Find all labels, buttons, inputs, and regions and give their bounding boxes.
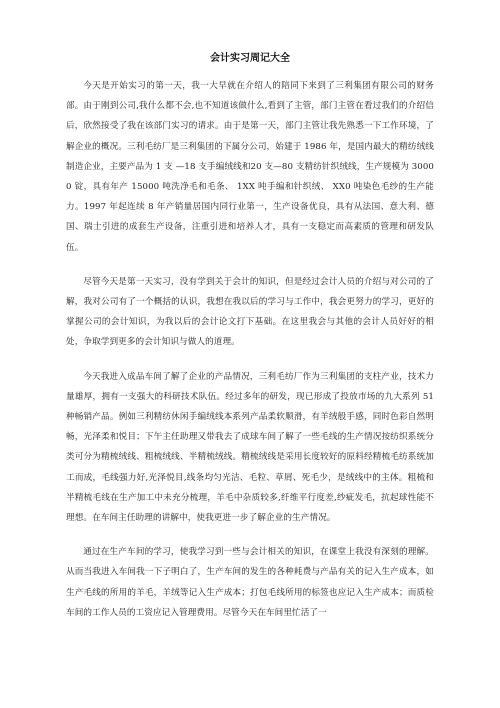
document-title: 会计实习周记大全 — [210, 53, 290, 64]
paragraph-4: 通过在生产车间的学习，使我学习到一些与会计相关的知识，在课堂上我没有深刻的理解。从而当我进入车间我一下子明白了，生产车间的发生的各种耗费与产品有关的记入生产成本，如生产毛线的所用的羊毛，羊绒等记入生产成本；打包毛线所用的标签也应记入生产成本；而质检车间的工作人员的工资应记入管理费用。尽管今天在车间里忙活了一 — [66, 547, 434, 618]
paragraph-1: 今天是开始实习的第一天，我一大早就在介绍人的陪同下来到了三利集团有限公司的财务部。由于刚到公司,我什么都不会,也不知道该做什么,看到了主管，部门主管在看过我们的介绍信后，欣然接受了我在该部门实习的请求。由于是第一天，部门主管让我先熟悉一下工作环境，了解企业的概况。三利毛纺厂是三利集团的下属分公司，始建于 1986 年，是国内最大的精纺绒线制造企业，主要产品为 1 支 —18 支手编绒线和20 支—80 支精纺针织绒线，生产规模为 30000 锭，具有年产 15000 吨洗净毛和毛条、 1XX 吨手编和针织绒、 XX0 吨染色毛纱的生产能力。1997 年起连续 8 年产销量居国内同行业第一，生产设备优良，具有从法国、意大利、德国、瑞士引进的成套生产设备，注重引进和培养人才，具有一支稳定而高素质的管理和研发队伍。 — [66, 81, 434, 253]
paragraph-2: 尽管今天是第一天实习，没有学到关于会计的知识，但是经过会计人员的介绍与对公司的了解，我对公司有了一个概括的认识，我想在我以后的学习与工作中，我会更努力的学习，更好的掌握公司的会计知识，为我以后的会计论文打下基础。在这里我会与其他的会计人员好好的相处，争取学到更多的会计知识与做人的道理。 — [66, 276, 434, 348]
paragraph-3: 今天我进入成品车间了解了企业的产品情况，三利毛纺厂作为三利集团的支柱产业，技术力量雄厚，拥有一支强大的科研技术队伍。经过多年的研发，现已形成了投放市场的九大系列 51 种畅销产品。例如三利精纺休闲手编绒线本系列产品柔软顺滑，有羊绒般手感，同时色彩自然明畅，光泽柔和悦目；下午主任助理又带我去了成球车间了解了一些毛线的生产情况按纺织系统分类可分为精梳绒线、粗梳绒线、半精梳绒线。精梳绒线是采用长度较好的原料经精梳毛纺系统加工而成，毛线强力好,光泽悦目,线条均匀光洁、毛粒、草屑、死毛少，是绒线中的主体。粗梳和半精梳毛线在生产加工中未充分梳理，羊毛中杂质较多,纤维平行度差,纱疵发毛，抗起球性能不理想。在车间主任助理的讲解中，使我更进一步了解企业的生产情况。 — [66, 371, 434, 524]
